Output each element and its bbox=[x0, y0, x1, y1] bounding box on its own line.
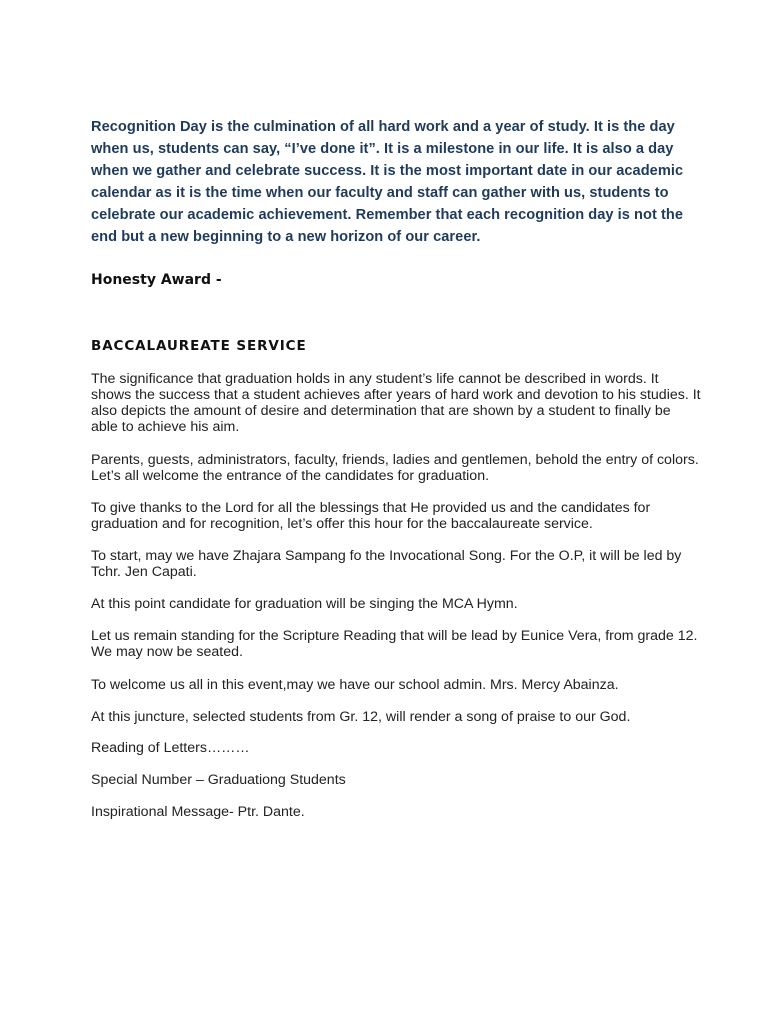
paragraph-thanks: To give thanks to the Lord for all the blessings that He provided us and the candidates for graduation and for recognition, let’s offer this hour for the baccalaureate service. bbox=[91, 500, 651, 532]
paragraph-entry-of-colors: Parents, guests, administrators, faculty, friends, ladies and gentlemen, behold the entry of colors. Let’s all welcome the entrance of the candidates for graduation. bbox=[91, 452, 699, 484]
honesty-award-heading: Honesty Award - bbox=[91, 272, 222, 288]
paragraph-scripture-reading: Let us remain standing for the Scripture Reading that will be lead by Eunice Vera, from grade 12. We may now be seated. bbox=[91, 628, 698, 660]
paragraph-inspirational-message: Inspirational Message- Ptr. Dante. bbox=[91, 804, 305, 820]
paragraph-special-number: Special Number – Graduationg Students bbox=[91, 772, 346, 788]
paragraph-welcome-admin: To welcome us all in this event,may we have our school admin. Mrs. Mercy Abainza. bbox=[91, 677, 619, 693]
paragraph-significance: The significance that graduation holds in any student’s life cannot be described in words. It shows the success that a student achieves after years of hard work and devotion to his studies. It also depicts the amount of desire and determination that are shown by a student to finally be able to achieve his aim. bbox=[91, 371, 701, 435]
intro-paragraph: Recognition Day is the culmination of all hard work and a year of study. It is the day when us, students can say, “I’ve done it”. It is a milestone in our life. It is also a day when we gather and celebrate success. It is the most important date in our academic calendar as it is the time when our faculty and staff can gather with us, students to celebrate our academic achievement. Remember that each recognition day is not the end but a new beginning to a new horizon of our career. bbox=[91, 119, 684, 245]
paragraph-mca-hymn: At this point candidate for graduation will be singing the MCA Hymn. bbox=[91, 596, 518, 612]
paragraph-song-of-praise: At this juncture, selected students from Gr. 12, will render a song of praise to our God. bbox=[91, 709, 631, 725]
paragraph-invocational-song: To start, may we have Zhajara Sampang fo the Invocational Song. For the O.P, it will be led by Tchr. Jen Capati. bbox=[91, 548, 682, 580]
paragraph-reading-of-letters: Reading of Letters……… bbox=[91, 740, 250, 756]
section-title: BACCALAUREATE SERVICE bbox=[91, 338, 307, 354]
